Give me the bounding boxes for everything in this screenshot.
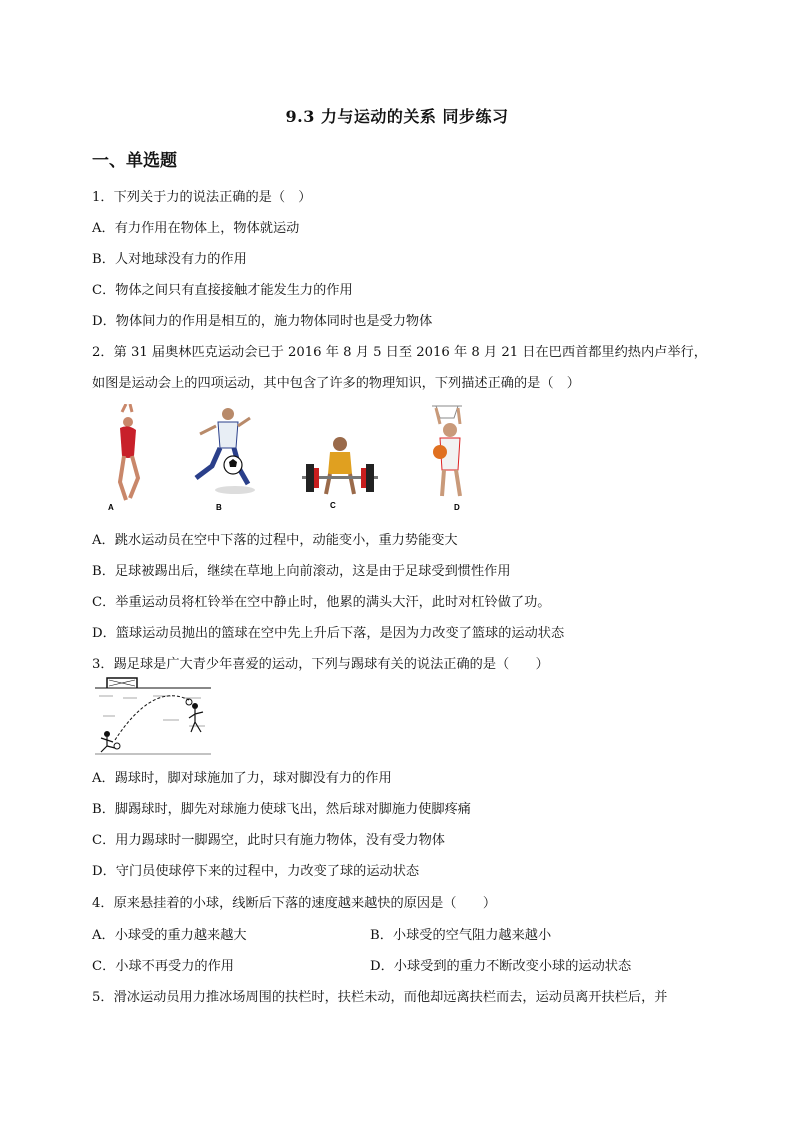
q2-stem-line1: 2．第 31 届奥林匹克运动会已于 2016 年 8 月 5 日至 2016 年 8 月 21 日在巴西首都里约热内卢举行， [92,345,707,360]
q4-option-c: C．小球不再受力的作用 [92,959,234,974]
fig-label-b: B [216,503,222,512]
q1-stem: 1．下列关于力的说法正确的是（ ） [92,190,312,205]
q4-option-d: D．小球受到的重力不断改变小球的运动状态 [370,959,632,974]
page-title: 9.3 力与运动的关系 同步练习 [285,107,509,126]
q2-stem-line2: 如图是运动会上的四项运动，其中包含了许多的物理知识，下列描述正确的是（ ） [92,376,580,391]
q1-option-b: B．人对地球没有力的作用 [92,252,247,267]
basketball-player-illustration [432,406,462,496]
q3-option-d: D．守门员使球停下来的过程中，力改变了球的运动状态 [92,864,420,879]
q3-option-c: C．用力踢球时一脚踢空，此时只有施力物体，没有受力物体 [92,833,445,848]
q2-option-c: C．举重运动员将杠铃举在空中静止时，他累的满头大汗，此时对杠铃做了功。 [92,595,551,610]
fig-label-c: C [330,501,336,510]
q3-option-a: A．踢球时，脚对球施加了力，球对脚没有力的作用 [92,771,392,786]
soccer-player-illustration [196,408,255,494]
section-heading: 一、单选题 [92,151,177,171]
q1-option-c: C．物体之间只有直接接触才能发生力的作用 [92,283,353,298]
fig-label-d: D [454,503,460,512]
q3-soccer-sketch [93,676,213,756]
q2-option-b: B．足球被踢出后，继续在草地上向前滚动，这是由于足球受到惯性作用 [92,564,511,579]
fig-label-a: A [108,503,114,512]
gymnast-illustration [120,404,138,500]
q3-option-b: B．脚踢球时，脚先对球施力使球飞出，然后球对脚施力使脚疼痛 [92,802,471,817]
q4-option-b: B．小球受的空气阻力越来越小 [370,928,552,943]
q5-stem: 5．滑冰运动员用力推冰场周围的扶栏时，扶栏未动，而他却远离扶栏而去，运动员离开扶栏后，并 [92,990,668,1005]
q1-option-a: A．有力作用在物体上，物体就运动 [92,221,300,236]
q3-stem: 3．踢足球是广大青少年喜爱的运动，下列与踢球有关的说法正确的是（ ） [92,657,549,672]
q2-sports-figure [100,404,490,516]
q2-option-a: A．跳水运动员在空中下落的过程中，动能变小，重力势能变大 [92,533,458,548]
q4-stem: 4．原来悬挂着的小球，线断后下落的速度越来越快的原因是（ ） [92,896,497,911]
weightlifter-illustration [302,437,378,494]
q1-option-d: D．物体间力的作用是相互的，施力物体同时也是受力物体 [92,314,433,329]
q2-option-d: D．篮球运动员抛出的篮球在空中先上升后下落，是因为力改变了篮球的运动状态 [92,626,565,641]
q4-option-a: A．小球受的重力越来越大 [92,928,247,943]
